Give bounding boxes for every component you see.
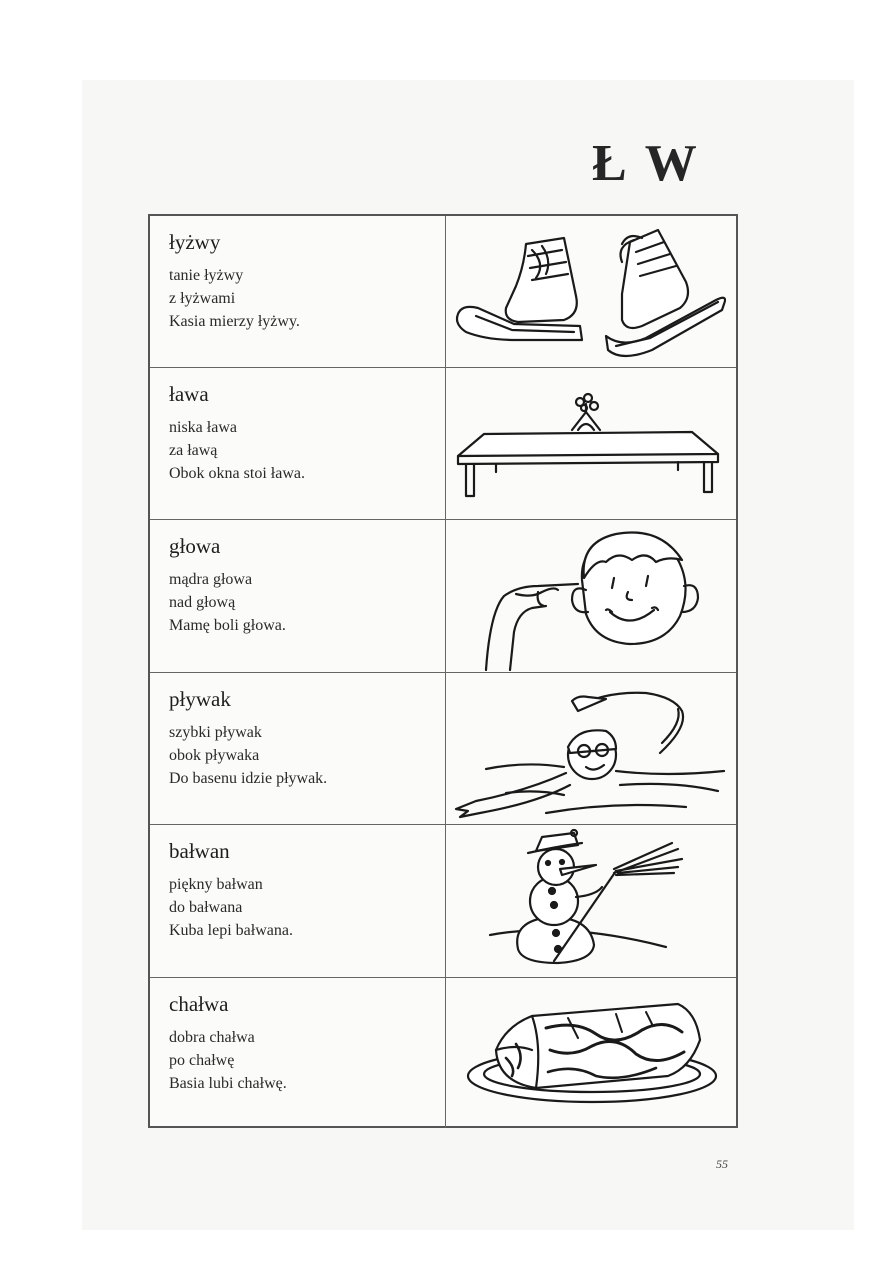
table-row bbox=[150, 673, 736, 825]
snowman-icon bbox=[446, 825, 736, 976]
word-cell bbox=[150, 825, 446, 977]
phrase: Kuba lepi bałwana. bbox=[169, 922, 293, 939]
phrase: Do basenu idzie pływak. bbox=[169, 770, 328, 787]
word-cell bbox=[150, 978, 446, 1128]
picture-cell bbox=[446, 673, 736, 824]
halva-icon bbox=[446, 978, 736, 1129]
ice-skates-icon bbox=[446, 216, 736, 367]
phrase: niska ława bbox=[169, 419, 237, 436]
phrase: za ławą bbox=[169, 442, 218, 459]
picture-cell bbox=[446, 825, 736, 977]
table-row bbox=[150, 520, 736, 673]
word-cell bbox=[150, 368, 446, 519]
word-title: pływak bbox=[169, 687, 231, 711]
phrase: nad głową bbox=[169, 594, 236, 611]
picture-cell bbox=[446, 520, 736, 672]
boy-head-icon bbox=[446, 520, 736, 671]
bench-table-icon bbox=[446, 368, 736, 519]
phrase: z łyżwami bbox=[169, 290, 236, 307]
swimmer-icon bbox=[446, 673, 736, 824]
word-title: głowa bbox=[169, 534, 221, 558]
table-row bbox=[150, 216, 736, 368]
picture-cell bbox=[446, 216, 736, 367]
picture-cell bbox=[446, 978, 736, 1128]
table-row bbox=[150, 825, 736, 978]
phrase: dobra chałwa bbox=[169, 1029, 255, 1046]
vocabulary-table bbox=[148, 214, 738, 1128]
phrase: po chałwę bbox=[169, 1052, 235, 1069]
page-number: 55 bbox=[716, 1157, 728, 1171]
word-title: ława bbox=[169, 382, 209, 406]
phrase: tanie łyżwy bbox=[169, 267, 244, 284]
phrase: Mamę boli głowa. bbox=[169, 617, 286, 634]
phrase: Kasia mierzy łyżwy. bbox=[169, 313, 300, 330]
word-cell bbox=[150, 216, 446, 367]
picture-cell bbox=[446, 368, 736, 519]
word-cell bbox=[150, 520, 446, 672]
page-heading: Ł W bbox=[592, 135, 700, 192]
word-title: łyżwy bbox=[169, 230, 221, 254]
phrase: Basia lubi chałwę. bbox=[169, 1075, 287, 1092]
word-title: chałwa bbox=[169, 992, 229, 1016]
phrase: mądra głowa bbox=[169, 571, 253, 588]
phrase: do bałwana bbox=[169, 899, 243, 916]
phrase: piękny bałwan bbox=[169, 876, 263, 893]
word-title: bałwan bbox=[169, 839, 230, 863]
phrase: obok pływaka bbox=[169, 747, 260, 764]
table-row bbox=[150, 368, 736, 520]
phrase: Obok okna stoi ława. bbox=[169, 465, 305, 482]
table-row bbox=[150, 978, 736, 1128]
phrase: szybki pływak bbox=[169, 724, 262, 741]
word-cell bbox=[150, 673, 446, 824]
